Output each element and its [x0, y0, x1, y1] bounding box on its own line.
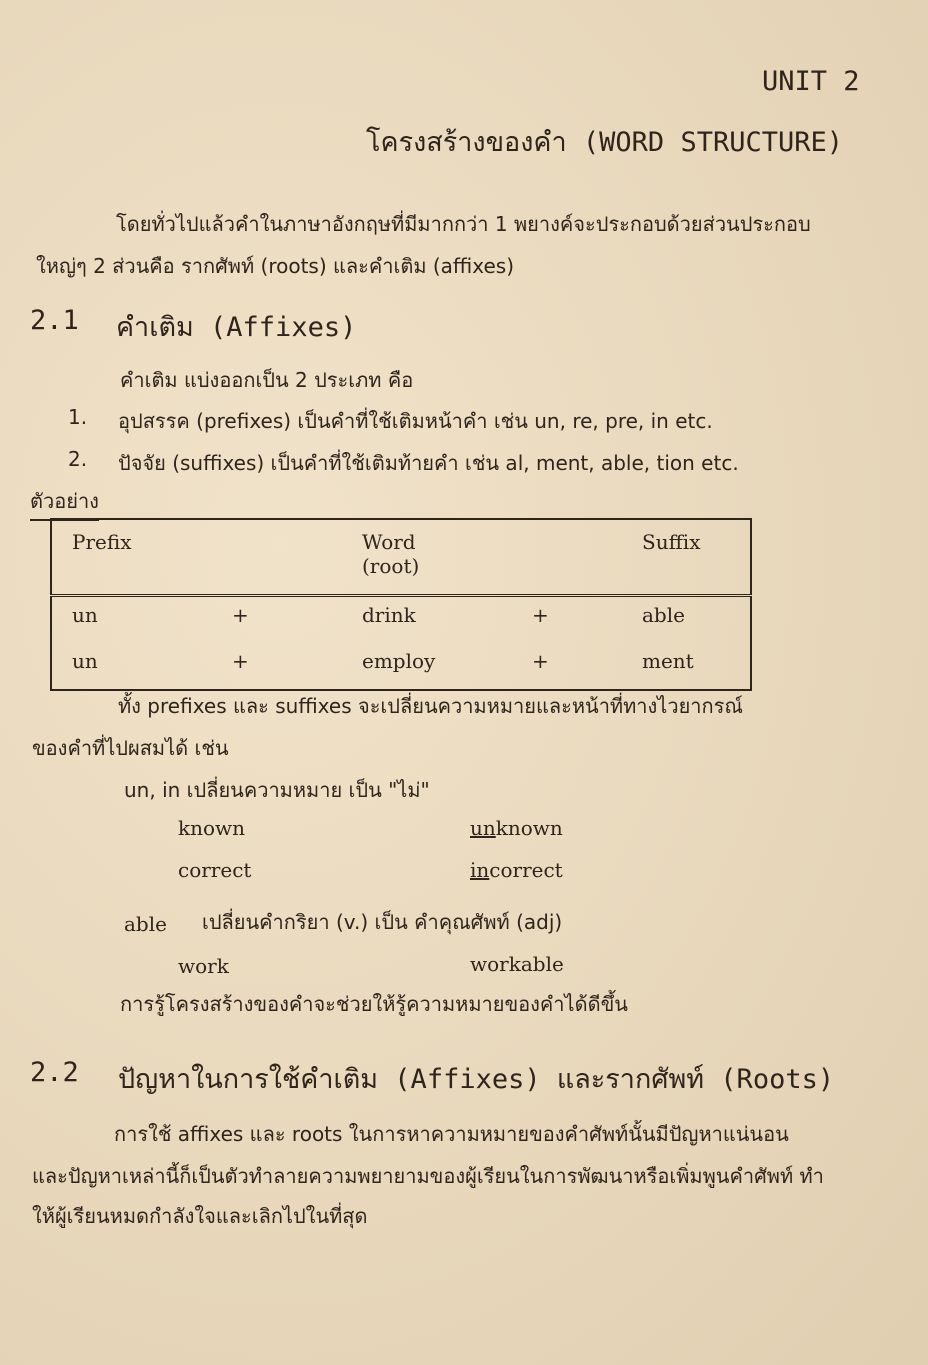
header-word-sub: (root) — [362, 554, 420, 578]
cell-plus: + — [532, 603, 549, 627]
intro-line-1: โดยทั่วไปแล้วคำในภาษาอังกฤษที่มีมากกว่า 1 พยางค์จะประกอบด้วยส่วนประกอบ — [116, 212, 811, 236]
list-item-2-number: 2. — [68, 447, 88, 471]
cell-word: drink — [362, 603, 416, 627]
affix-example-table — [50, 518, 752, 691]
section-2-number: 2.2 — [30, 1057, 79, 1088]
table-row — [51, 643, 751, 690]
list-item-2-text: ปัจจัย (suffixes) เป็นคำที่ใช้เติมท้ายคำ เช่น al, ment, able, tion etc. — [118, 451, 739, 475]
list-item-1-text: อุปสรรค (prefixes) เป็นคำที่ใช้เติมหน้าคำ เช่น un, re, pre, in etc. — [118, 409, 713, 433]
derived-prefix: in — [470, 858, 490, 882]
cell-plus: + — [232, 603, 249, 627]
section-2-line-1: การใช้ affixes และ roots ในการหาความหมายของคำศัพท์นั้นมีปัญหาแน่นอน — [114, 1122, 789, 1146]
able-rule-text: เปลี่ยนคำกริยา (v.) เป็น คำคุณศัพท์ (adj) — [202, 910, 563, 934]
able-rule-word: able — [124, 912, 167, 936]
cell-suffix: able — [642, 603, 685, 627]
derived-stem: correct — [489, 858, 563, 882]
header-prefix: Prefix — [51, 519, 232, 596]
header-word — [362, 519, 532, 596]
example-base-word: correct — [178, 858, 252, 882]
table-row — [51, 596, 751, 644]
cell-suffix: ment — [642, 649, 694, 673]
cell-plus: + — [532, 649, 549, 673]
section-2-line-2: และปัญหาเหล่านี้ก็เป็นตัวทำลายความพยายามของผู้เรียนในการพัฒนาหรือเพิ่มพูนคำศัพท์ ทำ — [32, 1164, 824, 1188]
section-1-number: 2.1 — [30, 305, 79, 336]
affix-types-lead: คำเติม แบ่งออกเป็น 2 ประเภท คือ — [120, 368, 414, 392]
example-derived-word — [470, 858, 563, 882]
derived-stem: known — [495, 816, 563, 840]
list-item-1-number: 1. — [68, 405, 88, 429]
affix-effect-line-1: ทั้ง prefixes และ suffixes จะเปลี่ยนความหมายและหน้าที่ทางไวยากรณ์ — [118, 694, 743, 718]
example-base-word: work — [178, 954, 229, 978]
cell-prefix: un — [72, 649, 98, 673]
cell-prefix: un — [72, 603, 98, 627]
page-title: โครงสร้างของคำ (WORD STRUCTURE) — [366, 127, 843, 158]
derived-prefix: un — [470, 816, 496, 840]
negation-rule: un, in เปลี่ยนความหมาย เป็น "ไม่" — [124, 778, 430, 802]
header-suffix: Suffix — [642, 519, 751, 596]
section-1-closing: การรู้โครงสร้างของคำจะช่วยให้รู้ความหมายของคำได้ดีขึ้น — [120, 992, 628, 1016]
section-2-line-3: ให้ผู้เรียนหมดกำลังใจและเลิกไปในที่สุด — [32, 1204, 368, 1228]
section-2-title: ปัญหาในการใช้คำเติม (Affixes) และรากศัพท์ (Roots) — [118, 1064, 835, 1095]
example-base-word: known — [178, 816, 246, 840]
affix-effect-line-2: ของคำที่ไปผสมได้ เช่น — [32, 736, 229, 760]
cell-plus: + — [232, 649, 249, 673]
intro-line-2: ใหญ่ๆ 2 ส่วนคือ รากศัพท์ (roots) และคำเติม (affixes) — [36, 254, 515, 278]
example-derived-word — [470, 816, 563, 840]
example-label: ตัวอย่าง — [30, 485, 99, 521]
cell-word: employ — [362, 649, 436, 673]
section-1-title: คำเติม (Affixes) — [116, 312, 357, 343]
example-derived-word: workable — [470, 952, 564, 976]
header-word-label: Word — [362, 530, 416, 554]
unit-label: UNIT 2 — [762, 66, 860, 97]
table-header-row — [51, 519, 751, 596]
